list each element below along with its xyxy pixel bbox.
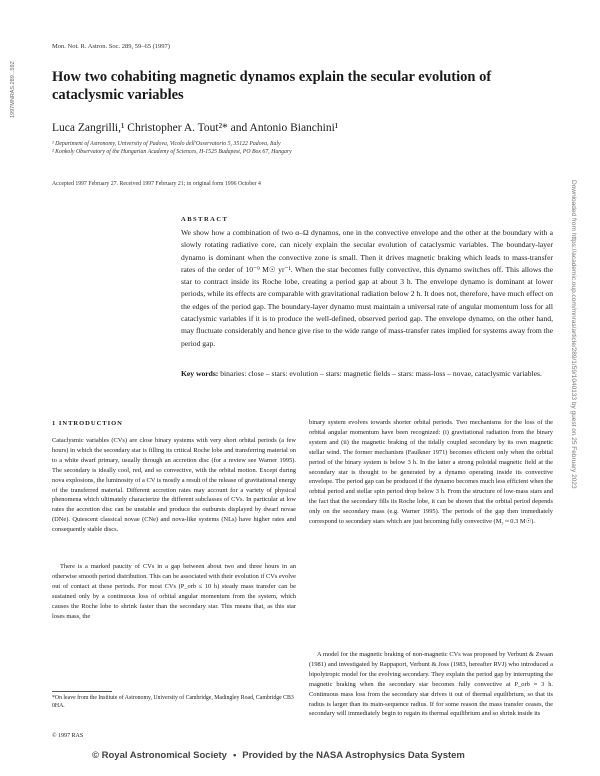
- download-margin: [570, 180, 589, 570]
- ras-credit: © Royal Astronomical Society: [92, 750, 227, 761]
- keywords-list: binaries: close – stars: evolution – stars: magnetic fields – stars: mass-loss – novae, cataclysmic variables.: [220, 369, 542, 378]
- affiliation-2: ² Konkoly Observatory of the Hungarian Academy of Sciences, H-1525 Budapest, PO Box 67, Hungary: [52, 149, 292, 155]
- download-notice: Downloaded from https://academic.oup.com/mnras/article/289/1/59/1040133 by guest on 25 February 2023: [570, 180, 577, 489]
- right-column-bottom: [309, 650, 553, 719]
- author-list: Luca Zangrilli,¹ Christopher A. Tout²* and Antonio Bianchini¹: [52, 122, 339, 134]
- paper-title: How two cohabiting magnetic dynamos explain the secular evolution of cataclysmic variables: [52, 69, 492, 103]
- footnote-rule: [52, 691, 112, 692]
- keywords-label: Key words:: [181, 369, 219, 378]
- keywords: [181, 368, 553, 380]
- paragraph: There is a marked paucity of CVs in a gap between about two and three hours in an otherwise smooth period distribution. This can be associated with their evolution if CVs evolve out of contact at these periods. For most CVs (P_orb ≤ 10 h) steady mass transfer can be sustained only by a continuous loss of orbital angular momentum from the system, which causes the Roche lobe to shrink faster than the secondary star. This means that, as this star loses mass, the: [52, 563, 296, 620]
- paragraph: A model for the magnetic braking of non-magnetic CVs was proposed by Verbunt & Zwaan (1981) and investigated by Rappaport, Verbunt & Joss (1983, hereafter RVJ) who introduced a bipolytropic model for the evolving secondary. They explain the period gap by interrupting the magnetic braking when the secondary star becomes fully convective at P_orb ≈ 3 h. Continuous mass loss from the secondary star drives it out of thermal equilibrium, so that its radius is larger than its main-sequence radius. If for some reason the mass transfer ceases, the secondary will immediately begin to regain its thermal equilibrium and so shrink inside its: [309, 651, 553, 718]
- right-column-top: [309, 418, 553, 527]
- footer-separator: •: [232, 750, 237, 761]
- bibcode-margin: [2, 30, 16, 120]
- abstract-body: We show how a combination of two α–Ω dynamos, one in the convective envelope and the other at the boundary with a slowly rotating radiative core, can nicely explain the secular evolution of cataclysmic variables. The boundary-layer dynamo is dominant when the convective zone is small. Then it drives magnetic braking which leads to mass-transfer rates of the order of 10⁻⁹ M☉ yr⁻¹. When the star becomes fully convective, this dynamo switches off. This allows the star to contract inside its Roche lobe, creating a period gap at about 3 h. The envelope dynamo is dominant at lower periods, while its effects are comparable with gravitational radiation below 2 h. It does not, therefore, have much effect on the edges of the period gap. The boundary-layer dynamo must maintain a universal rate of angular momentum loss for all cataclysmic variables if it is to produce the well-defined, observed period gap. The envelope dynamo, on the other hand, may fluctuate considerably and hence give rise to the wide range of mass-transfer rates implied for systems away from the period gap.: [181, 228, 553, 348]
- abstract-heading: ABSTRACT: [181, 216, 229, 223]
- copyright: © 1997 RAS: [52, 733, 84, 739]
- paragraph: Cataclysmic variables (CVs) are close binary systems with very short orbital periods (a few hours) in which the secondary star is filling its critical Roche lobe and transferring material on to a white dwarf primary, usually through an accretion disc (for a review see Warner 1995). The secondary is ideally cool, red, and so convective, with the orbital motion. Except during nova explosions, the luminosity of a CV is mostly a result of the release of gravitational energy of the transferred material. Different accretion rates may account for a variety of physical phenomena which ultimately characterize the different subclasses of CVs. In particular at low rates the accretion disc can be unstable and produce the outbursts displayed by dwarf novae (DNe). Quiescent classical novae (CNe) and nova-like systems (NLs) have higher rates and consequently stable discs.: [52, 437, 296, 534]
- section-heading: 1 INTRODUCTION: [52, 420, 123, 427]
- left-column-top: [52, 436, 296, 535]
- received-dates: Accepted 1997 February 27. Received 1997 February 21; in original form 1996 October 4: [52, 181, 261, 187]
- footnote: *On leave from the Institute of Astronomy, University of Cambridge, Madingley Road, Cambridge CB3 0HA.: [52, 695, 294, 709]
- ads-footer: [92, 750, 465, 761]
- bibcode-text: 1997MNRAS.289...59Z: [10, 61, 16, 118]
- affiliation-1: ¹ Department of Astronomy, University of Padova, Vicolo dell'Osservatorio 5, 35122 Padova, Italy: [52, 141, 281, 147]
- ads-credit: Provided by the NASA Astrophysics Data System: [242, 750, 465, 761]
- journal-reference: Mon. Not. R. Astron. Soc. 289, 59–65 (1997): [52, 43, 170, 50]
- paragraph: binary system evolves towards shorter orbital periods. Two mechanisms for the loss of the orbital angular momentum have been recognized: (i) gravitational radiation from the binary system and (ii) the magnetic braking of the tidally coupled secondary by its own magnetic stellar wind. The former mechanism (Faulkner 1971) becomes efficient only when the orbital period of the binary system is below 3 h. In the latter a strong poloidal magnetic field at the secondary star is thought to be generated by a dynamo operating inside its convective envelope. The period gap can be produced if the dynamo becomes much less efficient when the orbital period and stellar spin period drop below 3 h. From the structure of low-mass stars and the fact that the secondary fills its Roche lobe, it can be shown that the orbital period depends only on the secondary mass (e.g. Warner 1995). The periods of the gap then immediately correspond to secondary stars which are just becoming fully convective (M₂ ≈ 0.3 M☉).: [309, 419, 553, 526]
- left-column-bottom: [52, 562, 296, 621]
- affiliations: [52, 140, 552, 156]
